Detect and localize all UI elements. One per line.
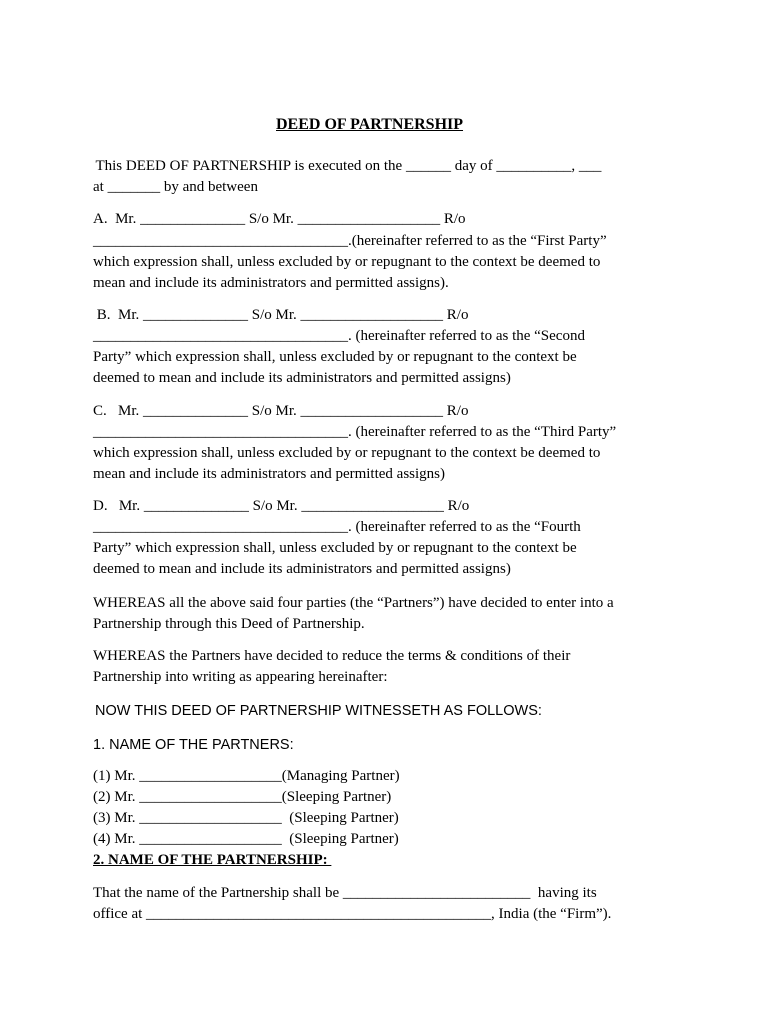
party-d-line-2: __________________________________. (hereinafter referred to as the “Fourth xyxy=(93,519,581,535)
partner-2-line: (2) Mr. ___________________(Sleeping Partner) xyxy=(93,789,392,805)
party-b-line-4: deemed to mean and include its administrators and permitted assigns) xyxy=(93,370,511,386)
witnesseth-heading: NOW THIS DEED OF PARTNERSHIP WITNESSETH AS FOLLOWS: xyxy=(91,703,542,719)
party-b-line-2: __________________________________. (hereinafter referred to as the “Second xyxy=(93,328,585,344)
party-c-line-4: mean and include its administrators and permitted assigns) xyxy=(93,466,446,482)
partner-4-line: (4) Mr. ___________________ (Sleeping Partner) xyxy=(93,831,399,847)
firm-line-1: That the name of the Partnership shall be _________________________ having its xyxy=(93,885,597,901)
party-a-line-4: mean and include its administrators and permitted assigns). xyxy=(93,275,449,291)
document-title: DEED OF PARTNERSHIP xyxy=(276,116,464,133)
party-d-line-4: deemed to mean and include its administrators and permitted assigns) xyxy=(93,561,511,577)
whereas-2-line-2: Partnership into writing as appearing hereinafter: xyxy=(93,669,388,685)
section-1-heading: 1. NAME OF THE PARTNERS: xyxy=(93,737,294,753)
party-b-line-1: B. Mr. ______________ S/o Mr. ___________________ R/o xyxy=(93,307,469,323)
party-a-line-2: __________________________________.(hereinafter referred to as the “First Party” xyxy=(93,233,607,249)
party-a-line-1: A. Mr. ______________ S/o Mr. ___________________ R/o xyxy=(93,211,466,227)
whereas-1-line-2: Partnership through this Deed of Partnership. xyxy=(93,616,365,632)
party-a-line-3: which expression shall, unless excluded by or repugnant to the context be deemed to xyxy=(93,254,601,270)
firm-line-2: office at ______________________________________________, India (the “Firm”). xyxy=(93,906,612,922)
intro-line-2: at _______ by and between xyxy=(93,179,258,195)
whereas-1-line-1: WHEREAS all the above said four parties (the “Partners”) have decided to enter into a xyxy=(93,595,614,611)
intro-line-1: This DEED OF PARTNERSHIP is executed on the ______ day of __________, ___ xyxy=(92,158,602,174)
partner-1-line: (1) Mr. ___________________(Managing Partner) xyxy=(93,768,400,784)
party-d-line-1: D. Mr. ______________ S/o Mr. ___________________ R/o xyxy=(93,498,470,514)
section-2-heading: 2. NAME OF THE PARTNERSHIP: xyxy=(93,852,332,868)
party-c-line-1: C. Mr. ______________ S/o Mr. ___________________ R/o xyxy=(93,403,469,419)
party-c-line-2: __________________________________. (hereinafter referred to as the “Third Party” xyxy=(93,424,617,440)
partner-3-line: (3) Mr. ___________________ (Sleeping Partner) xyxy=(93,810,399,826)
party-c-line-3: which expression shall, unless excluded by or repugnant to the context be deemed to xyxy=(93,445,601,461)
party-b-line-3: Party” which expression shall, unless excluded by or repugnant to the context be xyxy=(93,349,577,365)
party-d-line-3: Party” which expression shall, unless excluded by or repugnant to the context be xyxy=(93,540,577,556)
whereas-2-line-1: WHEREAS the Partners have decided to reduce the terms & conditions of their xyxy=(93,648,571,664)
